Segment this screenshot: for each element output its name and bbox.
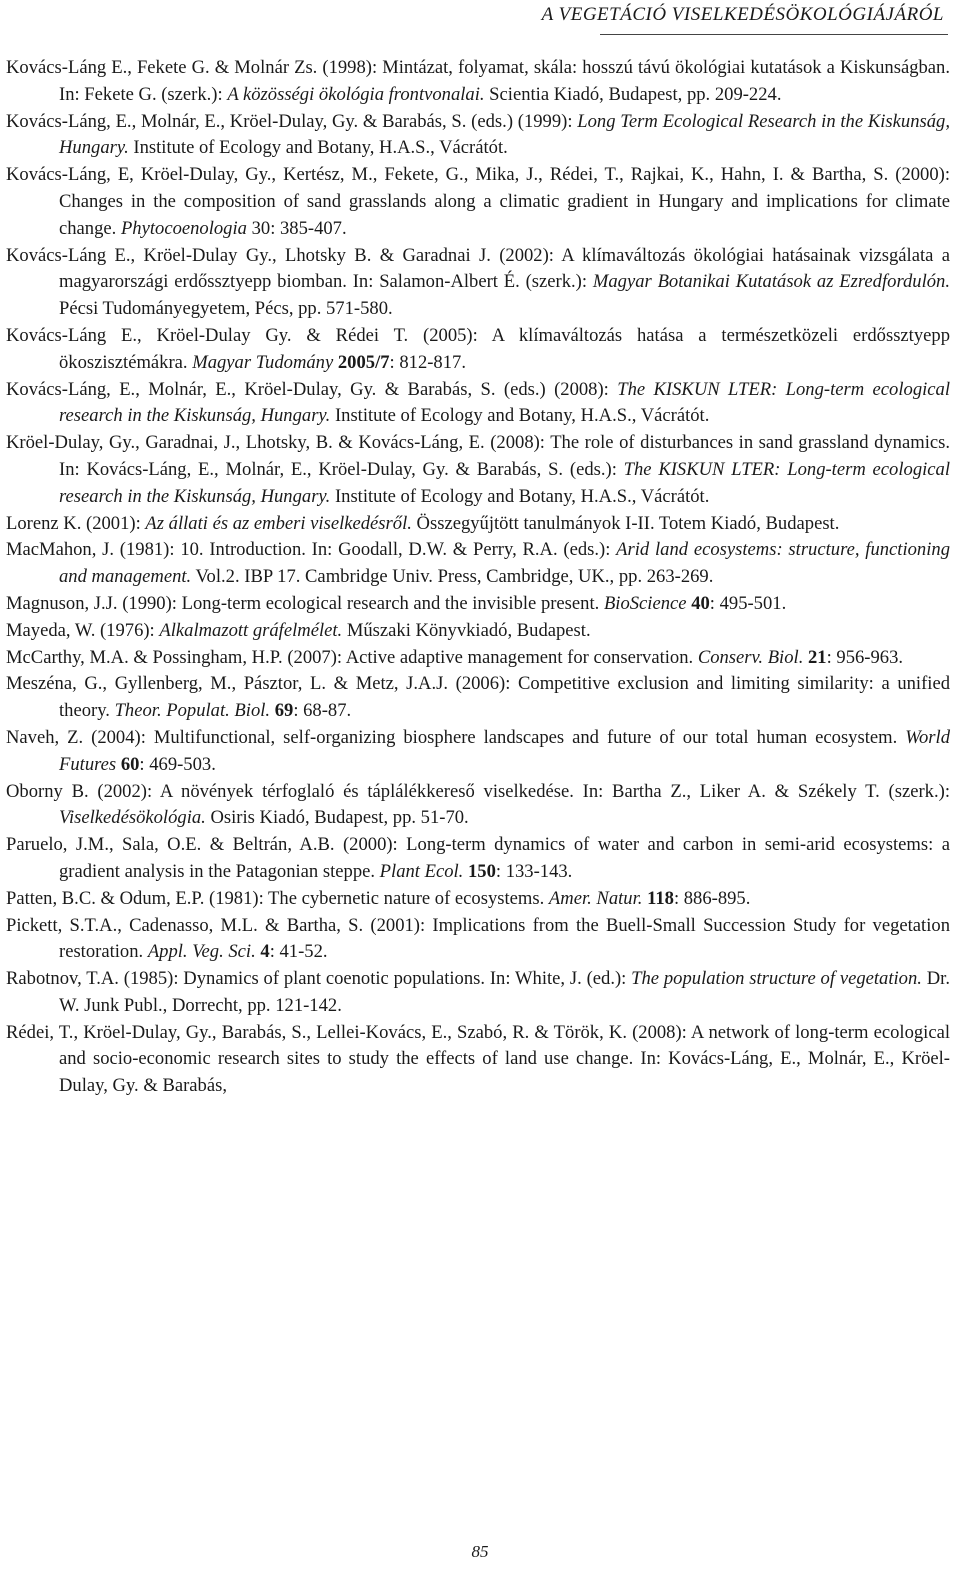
reference-title: Amer. Natur. — [548, 887, 643, 909]
reference-text: Kröel-Dulay, Gy., Garadnai, J., Lhotsky, B. & Kovács-Láng, E. (2008): The role of disturbances in sand grassland dynamics. In: Kovács-Láng, E., Molnár, E., Kröel-Dulay, Gy. & Barabás, S. (eds.): — [6, 432, 950, 480]
reference-title: Phytocoenologia — [120, 217, 247, 239]
reference-text: Scientia Kiadó, Budapest, pp. 209-224. — [484, 83, 782, 105]
reference-entry — [6, 537, 950, 591]
reference-title: Magyar Botanikai Kutatások az Ezredfordulón. — [592, 271, 950, 293]
reference-text: Összegyűjtött tanulmányok I-II. Totem Kiadó, Budapest. — [411, 512, 840, 534]
reference-entry — [6, 591, 950, 618]
reference-volume: 60 — [120, 753, 140, 775]
reference-title: A közösségi ökológia frontvonalai. — [227, 83, 485, 105]
reference-entry — [6, 832, 950, 886]
reference-text: Pickett, S.T.A., Cadenasso, M.L. & Bartha, S. (2001): Implications from the Buell-Small Succession Study for vegetation restoration. — [6, 914, 950, 963]
reference-entry — [6, 779, 950, 833]
reference-entry — [6, 966, 950, 1020]
reference-entry — [6, 511, 950, 538]
reference-text: : 469-503. — [139, 753, 216, 775]
reference-volume: 118 — [647, 887, 674, 909]
reference-text: Institute of Ecology and Botany, H.A.S., Vácrátót. — [128, 137, 508, 159]
reference-text: Dr. W. Junk Publ., Dorrecht, pp. 121-142. — [59, 968, 950, 1016]
reference-text: Pécsi Tudományegyetem, Pécs, pp. 571-580. — [59, 298, 393, 320]
reference-volume: 40 — [691, 592, 710, 614]
reference-title: Viselkedésökológia. — [59, 807, 206, 829]
reference-title: Magyar Tudomány — [192, 351, 334, 373]
reference-volume: 150 — [467, 860, 496, 882]
reference-text: MacMahon, J. (1981): 10. Introduction. In: Goodall, D.W. & Perry, R.A. (eds.): — [6, 539, 617, 561]
reference-entry — [6, 377, 950, 431]
reference-volume: 4 — [260, 941, 270, 963]
reference-text: : 812-817. — [389, 351, 466, 373]
reference-text: Paruelo, J.M., Sala, O.E. & Beltrán, A.B. (2000): Long-term dynamics of water and carbon in semi-arid ecosystems: a gradient analysis in the Patagonian steppe. — [6, 834, 950, 882]
reference-entry — [6, 109, 950, 163]
reference-text: Kovács-Láng, E., Molnár, E., Kröel-Dulay, Gy. & Barabás, S. (eds.) (2008): — [6, 378, 618, 400]
reference-text: Patten, B.C. & Odum, E.P. (1981): The cybernetic nature of ecosystems. — [6, 887, 549, 909]
reference-title: Az állati és az emberi viselkedésről. — [145, 512, 412, 534]
reference-entry — [6, 55, 950, 109]
reference-text: Magnuson, J.J. (1990): Long-term ecological research and the invisible present. — [6, 592, 604, 614]
reference-volume: 69 — [274, 700, 294, 722]
reference-text: McCarthy, M.A. & Possingham, H.P. (2007): Active adaptive management for conservation. — [6, 646, 698, 668]
reference-title: Long Term Ecological Research in the Kiskunság, Hungary. — [59, 110, 950, 159]
reference-text: Vol.2. IBP 17. Cambridge Univ. Press, Cambridge, UK., pp. 263-269. — [191, 566, 714, 588]
reference-title: The population structure of vegetation. — [631, 968, 922, 990]
reference-text: Mayeda, W. (1976): — [6, 619, 160, 641]
reference-entry — [6, 618, 950, 645]
reference-title: Alkalmazott gráfelmélet. — [159, 619, 343, 641]
reference-text: : 886-895. — [673, 887, 751, 909]
reference-text: Kovács-Láng E., Fekete G. & Molnár Zs. (1998): Mintázat, folyamat, skála: hosszú távú ökológiai kutatások a Kiskunságban. In: Fekete G. (szerk.): — [6, 57, 950, 105]
reference-text: Osiris Kiadó, Budapest, pp. 51-70. — [205, 807, 469, 829]
reference-entry — [6, 430, 950, 510]
reference-entry — [6, 725, 950, 779]
reference-text: : 956-963. — [826, 646, 904, 668]
reference-text: Műszaki Könyvkiadó, Budapest. — [342, 619, 591, 641]
reference-entry — [6, 323, 950, 377]
reference-text: Kovács-Láng E., Kröel-Dulay Gy., Lhotsky B. & Garadnai J. (2002): A klímaváltozás ökológiai hatásainak vizsgálata a magyarországi erdőssztyepp biomban. In: Salamon-Albert É. (szerk.): — [6, 244, 950, 293]
reference-entry — [6, 913, 950, 967]
reference-text: : 41-52. — [269, 941, 328, 963]
reference-text: Institute of Ecology and Botany, H.A.S., Vácrátót. — [330, 405, 710, 427]
reference-title: Plant Ecol. — [379, 860, 464, 882]
header-rule — [600, 34, 948, 35]
reference-text: Oborny B. (2002): A növények térfoglaló és táplálékkereső viselkedése. In: Bartha Z., Liker A. & Székely T. (szerk.): — [6, 780, 950, 802]
reference-text: Rédei, T., Kröel-Dulay, Gy., Barabás, S., Lellei-Kovács, E., Szabó, R. & Török, K. (2008): A network of long-term ecological and socio-economic research sites to study the effects of land use change. In: Kovács-Láng, E., Molnár, E., Kröel-Dulay, Gy. & Barabás, — [6, 1021, 950, 1097]
reference-title: Theor. Populat. Biol. — [114, 700, 271, 722]
reference-text: Kovács-Láng, E, Kröel-Dulay, Gy., Kertész, M., Fekete, G., Mika, J., Rédei, T., Rajkai, K., Hahn, I. & Bartha, S. (2000): Changes in the composition of sand grasslands along a climatic gradient in Hungary and implications for climate change. — [6, 164, 950, 239]
reference-text: Rabotnov, T.A. (1985): Dynamics of plant coenotic populations. In: White, J. (ed.): — [6, 968, 632, 990]
reference-entry — [6, 1020, 950, 1100]
running-header: A VEGETÁCIÓ VISELKEDÉSÖKOLÓGIÁJÁRÓL — [541, 4, 944, 25]
reference-title: BioScience — [603, 592, 687, 614]
reference-text: : 68-87. — [293, 700, 352, 722]
reference-list — [6, 55, 950, 1100]
reference-volume: 21 — [808, 646, 827, 668]
reference-entry — [6, 886, 950, 913]
reference-text: Naveh, Z. (2004): Multifunctional, self-organizing biosphere landscapes and future of our total human ecosystem. — [6, 726, 906, 748]
reference-title: Conserv. Biol. — [697, 646, 804, 668]
page-number: 85 — [471, 1542, 489, 1561]
reference-text: : 495-501. — [709, 592, 787, 614]
reference-entry — [6, 645, 950, 672]
reference-entry — [6, 162, 950, 242]
reference-text: Meszéna, G., Gyllenberg, M., Pásztor, L. & Metz, J.A.J. (2006): Competitive exclusion and limiting similarity: a unified theory. — [6, 673, 950, 722]
reference-text: Lorenz K. (2001): — [6, 512, 146, 534]
reference-title: The KISKUN LTER: Long-term ecological research in the Kiskunság, Hungary. — [59, 458, 950, 507]
reference-entry — [6, 671, 950, 725]
reference-title: World Futures — [59, 726, 950, 775]
reference-volume: 2005/7 — [337, 351, 390, 373]
reference-text: 30: 385-407. — [246, 217, 347, 239]
reference-entry — [6, 243, 950, 323]
reference-text: Kovács-Láng, E., Molnár, E., Kröel-Dulay, Gy. & Barabás, S. (eds.) (1999): — [6, 110, 578, 132]
reference-text: : 133-143. — [495, 860, 573, 882]
reference-title: The KISKUN LTER: Long-term ecological research in the Kiskunság, Hungary. — [59, 378, 950, 427]
reference-title: Appl. Veg. Sci. — [147, 941, 256, 963]
reference-text: Kovács-Láng E., Kröel-Dulay Gy. & Rédei T. (2005): A klímaváltozás hatása a természetközeli erdőssztyepp ökoszisztémákra. — [6, 324, 950, 373]
reference-text: Institute of Ecology and Botany, H.A.S., Vácrátót. — [330, 485, 710, 507]
reference-title: Arid land ecosystems: structure, functioning and management. — [59, 539, 950, 588]
